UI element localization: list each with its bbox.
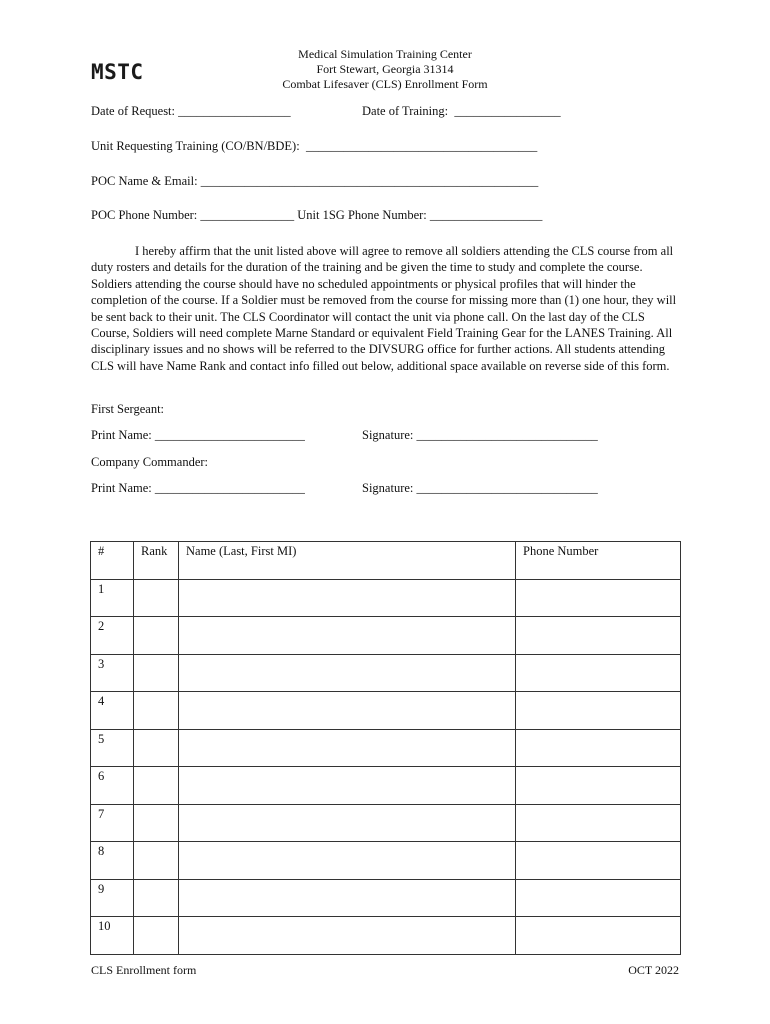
rank-cell[interactable]: [134, 804, 179, 842]
unit-blank[interactable]: _____________________________________: [305, 139, 538, 153]
table-row: [91, 917, 681, 955]
rank-cell[interactable]: [134, 879, 179, 917]
date-request-field[interactable]: [91, 104, 291, 119]
row-number: 3: [91, 654, 134, 692]
date-training-blank[interactable]: _________________: [454, 104, 561, 118]
row-number: 8: [91, 842, 134, 880]
date-training-field[interactable]: [362, 104, 561, 119]
table-row: [91, 579, 681, 617]
commander-signature-field[interactable]: [362, 481, 598, 496]
student-roster-table: [90, 541, 681, 955]
rank-cell[interactable]: [134, 579, 179, 617]
phone-cell[interactable]: [516, 617, 681, 655]
name-cell[interactable]: [179, 842, 516, 880]
phone-fields: [91, 208, 542, 223]
rank-cell[interactable]: [134, 729, 179, 767]
poc-name-label: POC Name & Email:: [91, 174, 198, 188]
phone-cell[interactable]: [516, 879, 681, 917]
name-cell[interactable]: [179, 917, 516, 955]
col-name-header: Name (Last, First MI): [179, 542, 516, 580]
table-row: [91, 617, 681, 655]
table-row: [91, 842, 681, 880]
affirmation-text: I hereby affirm that the unit listed above will agree to remove all soldiers attending the CLS course from all duty rosters and details for the duration of the training and be given the time to study and complete the course. Soldiers attending the course should have no scheduled appointments or physical profiles that will hinder the completion of the course. If a Soldier must be removed from the course for missing more than (1) one hour, they will be sent back to their unit. The CLS Coordinator will contact the unit via phone call. On the last day of the CLS Course, Soldiers will need complete Marne Standard or equivalent Field Training Gear for the LANES Training. All disciplinary issues and no shows will be referred to the DIVSURG office for further actions. All students attending CLS will have Name Rank and contact info filled out below, additional space available on reverse side of this form.: [91, 244, 677, 373]
row-number: 5: [91, 729, 134, 767]
phone-cell[interactable]: [516, 654, 681, 692]
name-cell[interactable]: [179, 804, 516, 842]
row-number: 1: [91, 579, 134, 617]
footer-form-name: CLS Enrollment form: [91, 963, 197, 977]
table-header-row: [91, 542, 681, 580]
phone-cell[interactable]: [516, 767, 681, 805]
row-number: 9: [91, 879, 134, 917]
rank-cell[interactable]: [134, 842, 179, 880]
commander-title: Company Commander:: [91, 455, 208, 469]
fs-print-label: Print Name:: [91, 428, 152, 442]
row-number: 4: [91, 692, 134, 730]
header-location: Fort Stewart, Georgia 31314: [316, 62, 454, 76]
col-rank-header: Rank: [134, 542, 179, 580]
phone-cell[interactable]: [516, 579, 681, 617]
commander-print-field[interactable]: [91, 481, 305, 496]
form-header: [230, 47, 540, 92]
date-request-blank[interactable]: __________________: [178, 104, 291, 118]
rank-cell[interactable]: [134, 617, 179, 655]
affirmation-paragraph: [91, 243, 686, 374]
footer-date: OCT 2022: [628, 963, 679, 977]
table-row: [91, 729, 681, 767]
phone-cell[interactable]: [516, 804, 681, 842]
cc-sig-label: Signature:: [362, 481, 414, 495]
rank-cell[interactable]: [134, 767, 179, 805]
name-cell[interactable]: [179, 579, 516, 617]
header-org: Medical Simulation Training Center: [298, 47, 472, 61]
rank-cell[interactable]: [134, 917, 179, 955]
cc-print-blank[interactable]: ________________________: [154, 481, 305, 495]
poc-phone-label: POC Phone Number:: [91, 208, 198, 222]
cc-print-label: Print Name:: [91, 481, 152, 495]
fs-sig-label: Signature:: [362, 428, 414, 442]
phone-cell[interactable]: [516, 917, 681, 955]
poc-phone-blank[interactable]: _______________: [200, 208, 295, 222]
date-training-label: Date of Training:: [362, 104, 449, 118]
table-row: [91, 879, 681, 917]
row-number: 2: [91, 617, 134, 655]
sg-phone-blank[interactable]: __________________: [429, 208, 543, 222]
phone-cell[interactable]: [516, 729, 681, 767]
table-row: [91, 692, 681, 730]
name-cell[interactable]: [179, 654, 516, 692]
first-sergeant-signature-field[interactable]: [362, 428, 598, 443]
col-phone-header: Phone Number: [516, 542, 681, 580]
poc-name-blank[interactable]: ______________________________________________________: [200, 174, 539, 188]
first-sergeant-title: First Sergeant:: [91, 402, 165, 416]
name-cell[interactable]: [179, 879, 516, 917]
date-request-label: Date of Request:: [91, 104, 176, 118]
rank-cell[interactable]: [134, 692, 179, 730]
row-number: 6: [91, 767, 134, 805]
poc-name-field[interactable]: [91, 174, 538, 189]
table-row: [91, 767, 681, 805]
rank-cell[interactable]: [134, 654, 179, 692]
fs-sig-blank[interactable]: _____________________________: [416, 428, 598, 442]
row-number: 7: [91, 804, 134, 842]
table-row: [91, 804, 681, 842]
header-form-title: Combat Lifesaver (CLS) Enrollment Form: [282, 77, 488, 91]
phone-cell[interactable]: [516, 842, 681, 880]
first-sergeant-print-field[interactable]: [91, 428, 305, 443]
table-row: [91, 654, 681, 692]
name-cell[interactable]: [179, 729, 516, 767]
name-cell[interactable]: [179, 692, 516, 730]
row-number: 10: [91, 917, 134, 955]
name-cell[interactable]: [179, 767, 516, 805]
phone-cell[interactable]: [516, 692, 681, 730]
sg-phone-label: Unit 1SG Phone Number:: [297, 208, 427, 222]
col-number-header: #: [91, 542, 134, 580]
fs-print-blank[interactable]: ________________________: [154, 428, 305, 442]
unit-field[interactable]: [91, 139, 537, 154]
unit-label: Unit Requesting Training (CO/BN/BDE):: [91, 139, 300, 153]
cc-sig-blank[interactable]: _____________________________: [416, 481, 598, 495]
mstc-logo: MSTC: [91, 60, 144, 84]
name-cell[interactable]: [179, 617, 516, 655]
